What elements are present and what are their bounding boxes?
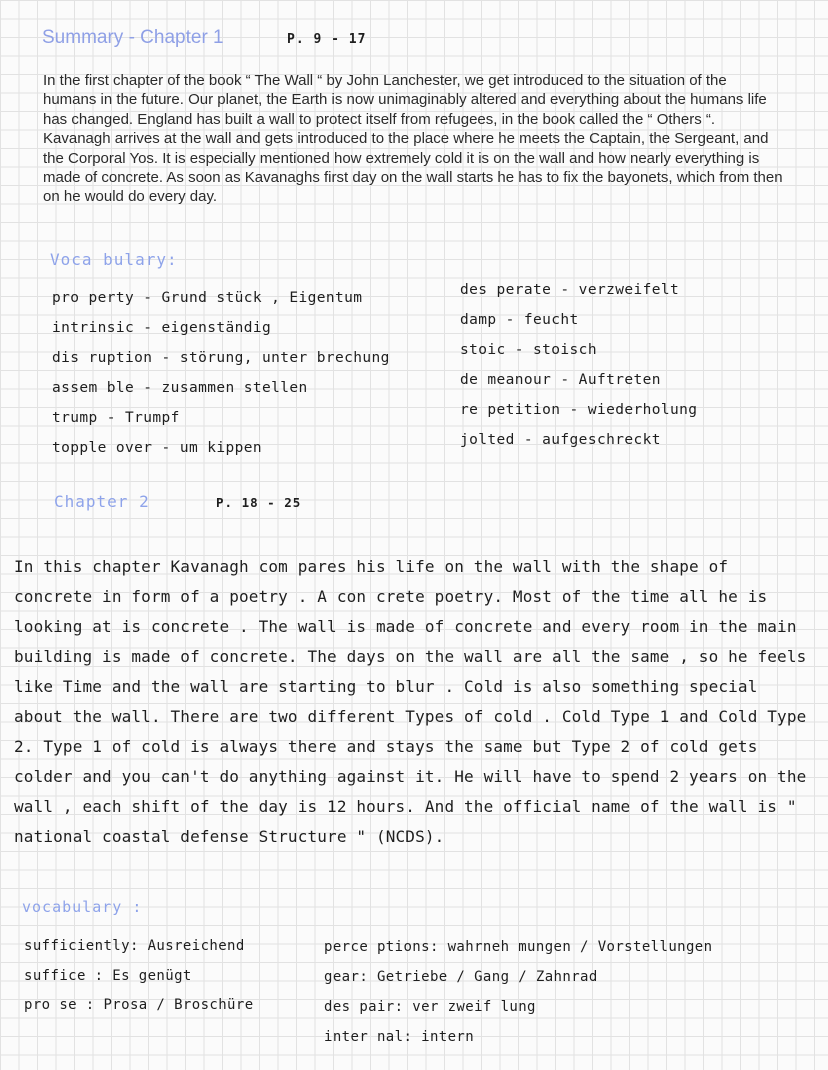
chapter1-vocab-heading: Voca bulary:	[50, 250, 178, 269]
vocab-entry: topple over - um kippen	[52, 440, 262, 456]
vocab-entry: intrinsic - eigenständig	[52, 320, 272, 336]
chapter1-vocab-right-list	[460, 275, 697, 455]
chapter1-vocab-left-list	[52, 283, 390, 463]
vocab-entry: pro perty - Grund stück , Eigentum	[52, 290, 363, 306]
chapter2-vocab-right-list	[324, 932, 712, 1052]
chapter2-title: Chapter 2	[54, 492, 150, 511]
vocab-entry: trump - Trumpf	[52, 410, 180, 426]
vocab-entry: stoic - stoisch	[460, 342, 597, 358]
chapter2-vocab-left-list	[24, 932, 254, 1021]
vocab-entry: des pair: ver zweif lung	[324, 999, 536, 1015]
vocab-entry: re petition - wiederholung	[460, 402, 698, 418]
vocab-entry: gear: Getriebe / Gang / Zahnrad	[324, 969, 598, 985]
vocab-entry: inter nal: intern	[324, 1029, 475, 1045]
chapter1-title: Summary - Chapter 1	[42, 27, 224, 48]
vocab-entry: perce ptions: wahrneh mungen / Vorstellungen	[324, 939, 713, 955]
vocab-entry: sufficiently: Ausreichend	[24, 938, 245, 954]
vocab-entry: de meanour - Auftreten	[460, 372, 661, 388]
vocab-entry: dis ruption - störung, unter brechung	[52, 350, 390, 366]
vocab-entry: damp - feucht	[460, 312, 579, 328]
chapter2-summary: In this chapter Kavanagh com pares his life on the wall with the shape of concrete in form of a poetry . A con crete poetry. Most of the time all he is looking at is concrete . The wall is made of concrete and every room in the main building is made of concrete. The days on the wall are all the same , so he feels like Time and the wall are starting to blur . Cold is also something special about the wall. There are two different Types of cold . Cold Type 1 and Cold Type 2. Type 1 of cold is always there and stays the same but Type 2 of cold gets colder and you can't do anything against it. He will have to spend 2 years on the wall , each shift of the day is 12 hours. And the official name of the wall is " national coastal defense Structure " (NCDS).	[14, 557, 807, 846]
vocab-entry: jolted - aufgeschreckt	[460, 432, 661, 448]
vocab-entry: assem ble - zusammen stellen	[52, 380, 308, 396]
chapter2-vocab-heading: vocabulary :	[22, 898, 143, 916]
vocab-entry: des perate - verzweifelt	[460, 282, 680, 298]
chapter1-pages: P. 9 - 17	[287, 32, 367, 47]
vocab-entry: suffice : Es genügt	[24, 967, 192, 984]
chapter1-summary: In the first chapter of the book “ The Wall “ by John Lanchester, we get introduced to the situation of the humans in the future. Our planet, the Earth is now unimaginably altered and everything about the humans life has changed. England has built a wall to protect itself from refugees, in the book called the “ Others “. Kavanagh arrives at the wall and gets introduced to the place where he meets the Captain, the Sergeant, and the Corporal Yos. It is especially mentioned how extremely cold it is on the wall and how nearly everything is made of concrete. As soon as Kavanaghs first day on the wall starts he has to fix the bayonets, which from then on he would do every day.	[43, 72, 783, 206]
chapter2-pages: P. 18 - 25	[216, 495, 302, 510]
vocab-entry: pro se : Prosa / Broschüre	[24, 997, 254, 1013]
